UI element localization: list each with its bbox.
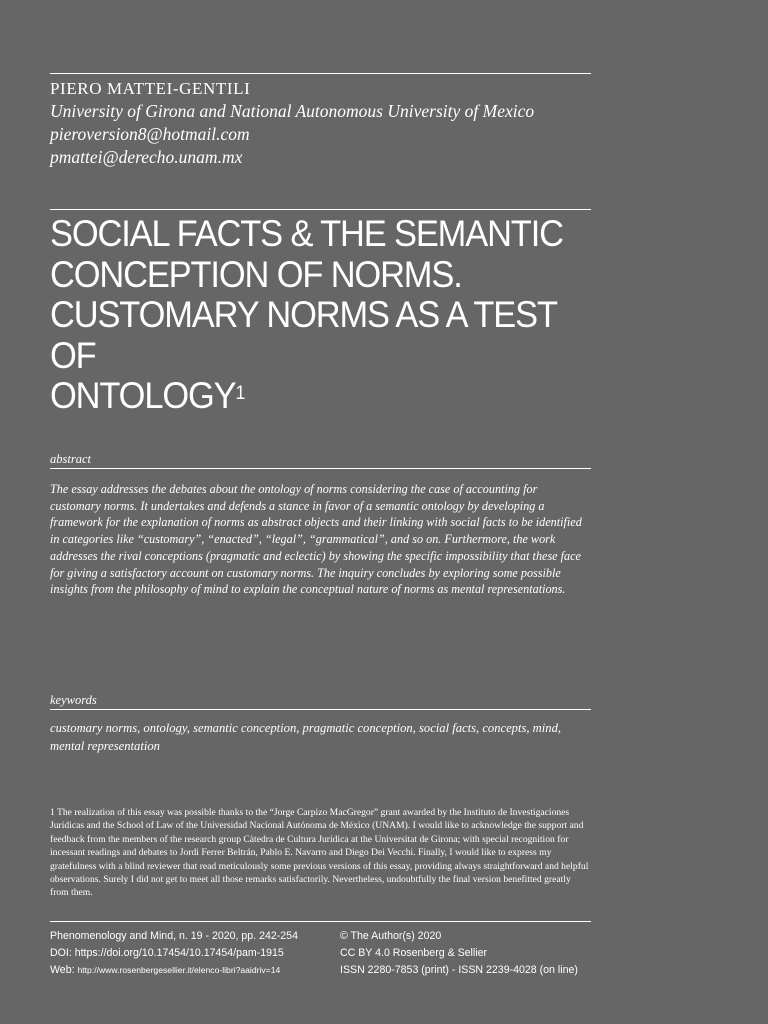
web-line <box>50 962 298 979</box>
article-title <box>50 214 571 417</box>
abstract-rule <box>50 468 591 469</box>
author-block <box>50 78 591 169</box>
author-top-rule <box>50 73 591 74</box>
web-label: Web: <box>50 964 78 976</box>
abstract-text: The essay addresses the debates about the ontology of norms considering the case of accounting for customary norms. It undertakes and defends a stance in favor of a semantic ontology by developing a framework for the explanation of norms as abstract objects and their linking with social facts to be identified in categories like “customary”, “enacted”, “legal”, “grammatical”, and so on. Furthermore, the work addresses the rival conceptions (pragmatic and eclectic) by showing the specific impossibility that these face for giving a satisfactory account on customary norms. The inquiry concludes by exploring some possible insights from the philosophy of mind to explain the conceptual nature of norms as mental representations. <box>50 482 582 597</box>
keywords-text: customary norms, ontology, semantic conception, pragmatic conception, social facts, concepts, mind, mental representation <box>50 721 562 753</box>
abstract-label: abstract <box>50 452 91 466</box>
title-line-2: CONCEPTION OF NORMS. <box>50 253 462 295</box>
keywords-label: keywords <box>50 693 97 707</box>
article-first-page <box>50 0 591 1024</box>
journal-citation: Phenomenology and Mind, n. 19 - 2020, pp. 242-254 <box>50 930 298 942</box>
doi-link[interactable]: DOI: https://doi.org/10.17454/10.17454/pam-1915 <box>50 947 284 959</box>
publication-rule <box>50 921 591 922</box>
issn-notice: ISSN 2280-7853 (print) - ISSN 2239-4028 (on line) <box>340 964 578 976</box>
keywords-rule <box>50 709 591 710</box>
publication-info-left <box>50 928 298 979</box>
author-affiliation: University of Girona and National Autonomous University of Mexico <box>50 101 535 121</box>
title-line-1: SOCIAL FACTS & THE SEMANTIC <box>50 213 563 254</box>
publication-info-right <box>340 928 578 979</box>
copyright-notice: © The Author(s) 2020 <box>340 930 442 942</box>
title-top-rule <box>50 209 591 210</box>
license-notice: CC BY 4.0 Rosenberg & Sellier <box>340 947 488 959</box>
author-email-1: pieroversion8@hotmail.com <box>50 124 250 144</box>
web-url-link[interactable]: http://www.rosenbergesellier.it/elenco-libri?aaidriv=14 <box>77 965 281 975</box>
title-footnote-mark: 1 <box>235 383 245 404</box>
footnote-1: 1 The realization of this essay was possible thanks to the “Jorge Carpizo MacGregor” grant awarded by the Instituto de Investigaciones Jurídicas and the School of Law of the Universidad Nacional Autónoma de México (UNAM). I would like to acknowledge the support and feedback from the members of the research group Càtedra de Cultura Jurídica at the Universitat de Girona; with special recognition for incessant readings and debates to Jordi Ferrer Beltrán, Pablo E. Navarro and Diego Dei Vecchi. Finally, I would like to express my gratefulness with a blind reviewer that read meticulously some previous versions of this essay, providing always straightforward and helpful observations. Surely I did not get to meet all those remarks satisfactorily. Nevertheless, undoubtfully the final version benefitted greatly from them. <box>50 807 589 899</box>
title-line-4: ONTOLOGY <box>50 375 236 416</box>
author-email-2: pmattei@derecho.unam.mx <box>50 147 243 167</box>
author-name: PIERO MATTEI-GENTILI <box>50 79 251 98</box>
title-line-3: CUSTOMARY NORMS AS A TEST OF <box>50 294 557 376</box>
